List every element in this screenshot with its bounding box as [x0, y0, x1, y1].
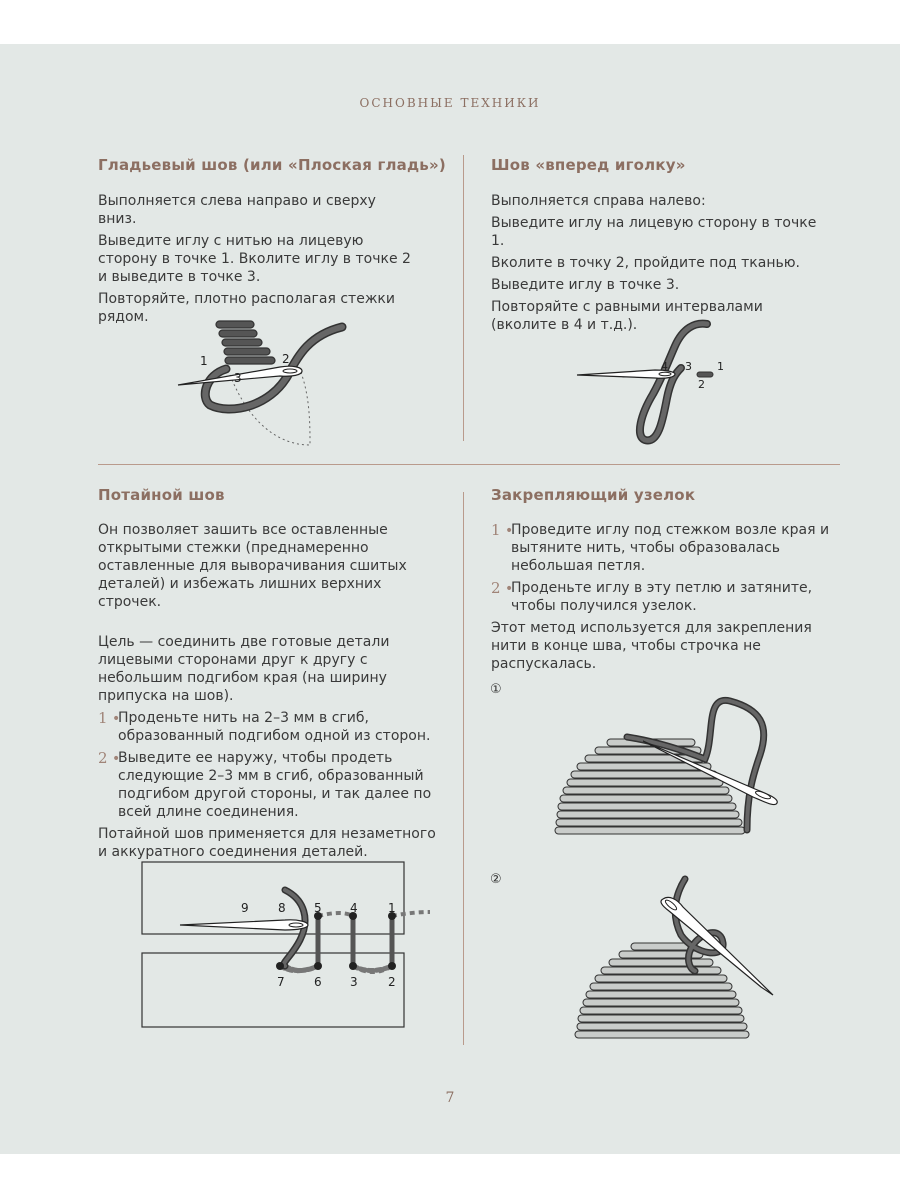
hidden-bottom-label-3: 3 — [350, 975, 358, 989]
knot-step-1-num: 1 — [491, 521, 501, 539]
knot-title: Закрепляющий узелок — [491, 486, 696, 504]
hidden-p1: Он позволяет зашить все оставленные открытыми стежки (преднамеренно оставленные для выворачивания сшитых деталей) и избежать лишних верхних строчек. — [98, 522, 407, 610]
knot-figure-2 — [575, 875, 795, 1040]
running-p4: Выведите иглу в точке 3. — [491, 277, 680, 293]
running-p5: Повторяйте с равными интервалами (вколите в 4 и т.д.). — [491, 299, 763, 333]
column-divider-bottom — [463, 492, 464, 1045]
knot-figure-2-marker: ② — [490, 872, 502, 887]
knot-step-1-text: Проведите иглу под стежком возле края и вытяните нить, чтобы образовалась небольшая петля. — [511, 522, 830, 574]
knot-figure-1-marker: ① — [490, 682, 502, 697]
knot-p1: Этот метод используется для закрепления нити в конце шва, чтобы строчка не распускалась. — [491, 620, 812, 672]
hidden-top-label-9: 9 — [241, 901, 249, 915]
satin-p2: Выведите иглу с нитью на лицевую сторону в точке 1. Вколите иглу в точке 2 и выведите в точке 3. — [98, 233, 411, 285]
satin-label-1: 1 — [200, 354, 208, 368]
knot-step-2-text: Проденьте иглу в эту петлю и затяните, чтобы получился узелок. — [511, 580, 813, 614]
hidden-p3: Потайной шов применяется для незаметного и аккуратного соединения деталей. — [98, 826, 436, 860]
hidden-top-label-4: 4 — [350, 901, 358, 915]
knot-step-2-num: 2 — [491, 579, 501, 597]
hidden-step-1: 1 • Проденьте нить на 2–3 мм в сгиб, образованный подгибом одной из сторон. — [98, 709, 431, 744]
hidden-step-2-text: Выведите ее наружу, чтобы продеть следующие 2–3 мм в сгиб, образованный подгибом другой стороны, и так далее по всей длине соединения. — [118, 750, 432, 820]
satin-p1: Выполняется слева направо и сверху вниз. — [98, 193, 376, 227]
satin-label-2: 2 — [282, 352, 290, 366]
running-title: Шов «вперед иголку» — [491, 156, 686, 174]
hidden-top-label-5: 5 — [314, 901, 322, 915]
running-stitch-diagram — [575, 318, 735, 448]
row-divider — [98, 464, 840, 465]
hidden-bottom-label-7: 7 — [277, 975, 285, 989]
running-p1: Выполняется справа налево: — [491, 193, 706, 209]
hidden-bottom-label-6: 6 — [314, 975, 322, 989]
hidden-title: Потайной шов — [98, 486, 225, 504]
running-label-1: 1 — [717, 360, 724, 373]
running-label-4: 4 — [661, 360, 668, 373]
hidden-bottom-label-2: 2 — [388, 975, 396, 989]
knot-step-1: 1 • Проведите иглу под стежком возле края и вытяните нить, чтобы образовалась небольшая петля. — [491, 521, 830, 574]
running-p2: Выведите иглу на лицевую сторону в точке 1. — [491, 215, 817, 249]
running-label-2: 2 — [698, 378, 705, 391]
satin-text — [98, 192, 418, 330]
satin-stitch-diagram — [170, 315, 360, 450]
page-number: 7 — [445, 1090, 455, 1106]
running-text — [491, 192, 826, 338]
hidden-step-2-num: 2 — [98, 749, 108, 767]
hidden-text — [98, 521, 448, 865]
hidden-p2: Цель — соединить две готовые детали лицевыми сторонами друг к другу с небольшим подгибом края (на ширину припуска на шов). — [98, 634, 390, 704]
knot-text — [491, 521, 836, 677]
satin-title: Гладьевый шов (или «Плоская гладь») — [98, 156, 446, 174]
satin-label-3: 3 — [234, 371, 242, 385]
hidden-top-label-1: 1 — [388, 901, 396, 915]
hidden-step-1-text: Проденьте нить на 2–3 мм в сгиб, образованный подгибом одной из сторон. — [118, 710, 431, 744]
hidden-step-2: 2 • Выведите ее наружу, чтобы продеть следующие 2–3 мм в сгиб, образованный подгибом другой стороны, и так далее по всей длине соединения. — [98, 749, 432, 820]
running-label-3: 3 — [685, 360, 692, 373]
hidden-step-1-num: 1 — [98, 709, 108, 727]
column-divider-top — [463, 155, 464, 441]
knot-figure-1 — [555, 695, 805, 840]
page-header: ОСНОВНЫЕ ТЕХНИКИ — [359, 96, 541, 110]
hidden-top-label-8: 8 — [278, 901, 286, 915]
satin-p3: Повторяйте, плотно располагая стежки рядом. — [98, 291, 395, 325]
knot-step-2: 2 • Проденьте иглу в эту петлю и затяните, чтобы получился узелок. — [491, 579, 813, 614]
running-p3: Вколите в точку 2, пройдите под тканью. — [491, 255, 800, 271]
hidden-stitch-diagram — [140, 860, 410, 1030]
